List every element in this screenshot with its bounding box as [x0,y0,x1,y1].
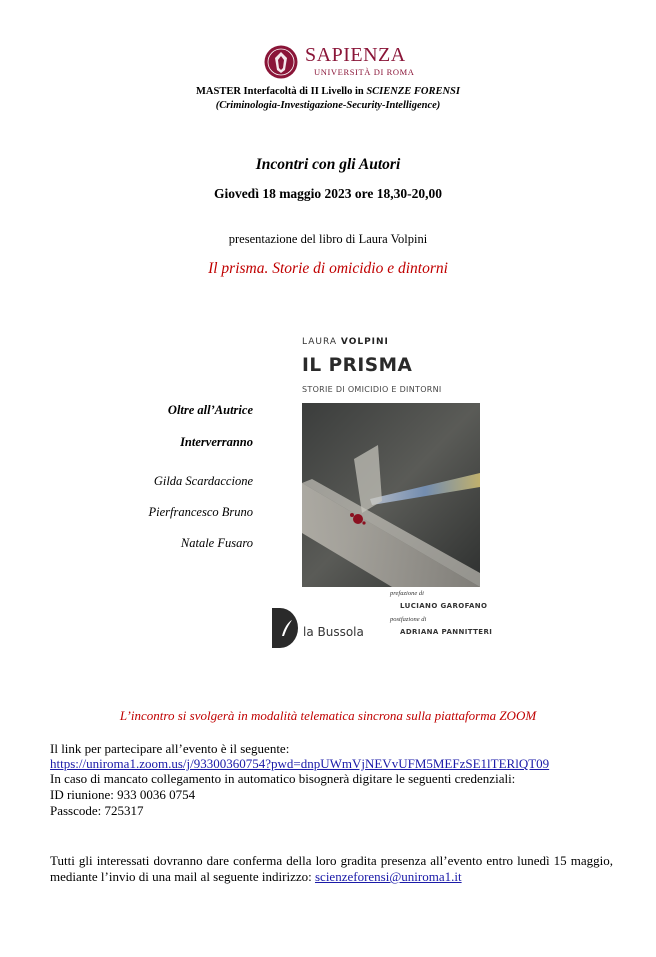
zoom-link-line [50,756,549,771]
link-intro: Il link per partecipare all’evento è il seguente: [50,741,290,756]
passcode: Passcode: 725317 [50,803,144,818]
university-subtitle: UNIVERSITÀ DI ROMA [314,67,415,77]
university-name: SAPIENZA [305,44,406,66]
cover-title: IL PRISMA [302,355,413,376]
zoom-notice: L’incontro si svolgerà in modalità telematica sincrona sulla piattaforma ZOOM [119,708,537,723]
afterword-author: ADRIANA PANNITTERI [400,628,493,636]
foreword-author: LUCIANO GAROFANO [400,602,488,610]
publisher-logo-icon [272,608,298,648]
foreword-label: prefazione di [390,590,424,597]
book-cover [302,333,480,587]
speaker-name: Pierfrancesco Bruno [148,505,253,519]
book-title: Il prisma. Storie di omicidio e dintorni [208,260,448,277]
cover-subtitle: STORIE DI OMICIDIO E DINTORNI [302,385,442,394]
sapienza-seal-icon [264,44,298,80]
speakers-label: Interverranno [180,435,253,449]
event-date: Giovedì 18 maggio 2023 ore 18,30-20,00 [213,186,443,201]
closing-paragraph: Tutti gli interessati dovranno dare conferma della loro gradita presenza all’evento entro lunedì 15 maggio, mediante l’invio di una mail al seguente indirizzo: scienzeforensi@uniroma1.it [50,853,613,884]
afterword-label: postfazione di [390,616,427,623]
master-title: MASTER Interfacoltà di II Livello in SCIENZE FORENSI [195,86,460,97]
fallback-text: In caso di mancato collegamento in automatico bisognerà digitare le seguenti credenziali: [50,771,516,786]
book-intro: presentazione del libro di Laura Volpini [228,232,428,246]
speaker-name: Gilda Scardaccione [153,474,253,488]
zoom-link[interactable]: https://uniroma1.zoom.us/j/93300360754?pwd=dnpUWmVjNEVvUFM5MEFzSE1lTERlQT09 [50,756,550,771]
contact-email-link[interactable]: scienzeforensi@uniroma1.it [314,869,462,884]
meeting-id: ID riunione: 933 0036 0754 [50,787,196,802]
master-subject: SCIENZE FORENSI [366,86,460,97]
publisher-name: la Bussola [303,625,364,639]
master-subtitle: (Criminologia-Investigazione-Security-Intelligence) [215,100,441,111]
event-series-title: Incontri con gli Autori [255,156,401,173]
speaker-name: Natale Fusaro [180,536,253,550]
cover-author: LAURA VOLPINI [302,337,389,347]
prism-cover-image [302,403,480,587]
besides-author-label: Oltre all’Autrice [167,403,253,417]
